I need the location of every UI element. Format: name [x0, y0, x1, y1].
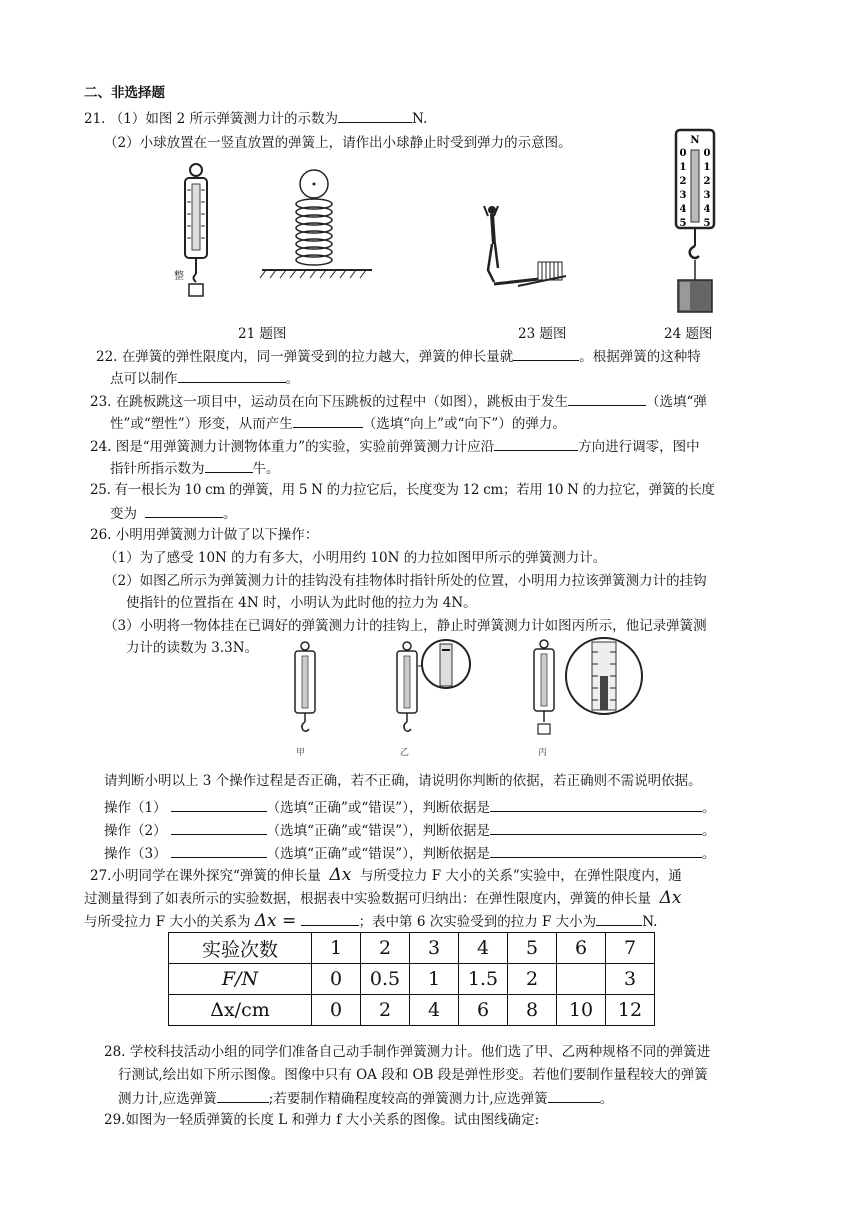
table-cell: 12 [606, 995, 655, 1026]
fig24-top-label: N [690, 135, 700, 146]
table-row [169, 933, 655, 964]
table-cell: 1 [410, 964, 459, 995]
q24-line1: 24. 图是“用弹簧测力计测物体重力”的实验，实验前弹簧测力计应沿 方向进行调零，图中 [90, 436, 700, 456]
q24-line2: 指针所指示数为 牛。 [110, 458, 280, 478]
table-header: Δx/cm [169, 995, 312, 1026]
q26-row-1: 操作（1） （选填“正确”或“错误”），判断依据是 。 [104, 797, 715, 817]
table-cell: 10 [557, 995, 606, 1026]
q26-row-3: 操作（3） （选填“正确”或“错误”），判断依据是 。 [104, 843, 715, 863]
q26-row-2: 操作（2） （选填“正确”或“错误”），判断依据是 。 [104, 820, 715, 840]
fig24-right-tick: 3 [703, 190, 711, 201]
q25-blank[interactable] [145, 503, 223, 518]
table-cell: 2 [361, 995, 410, 1026]
fig24-left-tick: 1 [679, 162, 687, 173]
q28-line2: 行测试,绘出如下所示图像。图像中只有 OA 段和 OB 段是弹性形变。若他们要制作量程较大的弹簧 [118, 1067, 708, 1083]
q22-blank-2[interactable] [178, 368, 286, 383]
fig24-right-tick: 1 [703, 162, 711, 173]
fig24-right-tick: 0 [703, 148, 711, 159]
q26-row3-reason-blank[interactable] [490, 843, 702, 858]
table-header: 实验次数 [169, 933, 312, 964]
q26-op3-line1: （3）小明将一物体挂在已调好的弹簧测力计的挂钩上，静止时弹簧测力计如图丙所示，他记录弹簧测 [104, 618, 707, 634]
q26-op3-line2: 力计的读数为 3.3N。 [126, 640, 259, 656]
fig24-left-tick: 3 [679, 190, 687, 201]
q23-line1: 23. 在跳板跳这一项目中，运动员在向下压跳板的过程中（如图），跳板由于发生 （选填“弹 [90, 391, 707, 411]
fig24-left-tick: 5 [679, 218, 687, 229]
caption-fig23: 23 题图 [518, 326, 567, 342]
fig24-left-tick: 4 [679, 204, 687, 215]
q26-op2-line2: 使指针的位置指在 4N 时，小明认为此时他的拉力为 4N。 [126, 595, 477, 611]
caption-fig24: 24 题图 [664, 326, 713, 342]
table-cell: 7 [606, 933, 655, 964]
q26-row3-choice-blank[interactable] [171, 843, 267, 858]
q22-blank-1[interactable] [513, 346, 579, 361]
q22-line1: 22. 在弹簧的弹性限度内，同一弹簧受到的拉力越大，弹簧的伸长量就 。根据弹簧的这种特 [96, 346, 701, 366]
table-cell: 1 [312, 933, 361, 964]
q27-line2: 过测量得到了如表所示的实验数据，根据表中实验数据可归纳出：在弹性限度内，弹簧的伸长量 Δx [84, 888, 682, 908]
q26-row2-choice-blank[interactable] [171, 820, 267, 835]
q26-row1-reason-blank[interactable] [490, 797, 702, 812]
table-cell: 6 [557, 933, 606, 964]
fig26-yi-scale [392, 636, 472, 740]
q25-line2: 变为 。 [110, 503, 237, 523]
q24-blank-1[interactable] [494, 436, 578, 451]
q26-op2-line1: （2）如图乙所示为弹簧测力计的挂钩没有挂物体时指针所处的位置，小明用力拉该弹簧测力计的挂钩 [104, 573, 707, 589]
fig24-right-tick: 2 [703, 176, 711, 187]
q27-blank-force[interactable] [596, 911, 642, 926]
table-cell: 5 [508, 933, 557, 964]
fig26-label-jia: 甲 [296, 748, 306, 758]
q21-part2: （2）小球放置在一竖直放置的弹簧上，请作出小球静止时受到弹力的示意图。 [104, 135, 572, 151]
q27-data-table [168, 932, 655, 1026]
q24-blank-2[interactable] [205, 458, 253, 473]
table-cell: 4 [459, 933, 508, 964]
table-cell: 3 [410, 933, 459, 964]
fig26-label-bing: 丙 [538, 748, 548, 758]
table-cell: 4 [410, 995, 459, 1026]
fig24-left-tick: 0 [679, 148, 687, 159]
q28-blank-2[interactable] [548, 1088, 600, 1103]
fig26-bing-scale [528, 636, 644, 746]
table-cell: 0.5 [361, 964, 410, 995]
q26-row1-choice-blank[interactable] [171, 797, 267, 812]
fig24-left-tick: 2 [679, 176, 687, 187]
table-row [169, 964, 655, 995]
q28-blank-1[interactable] [217, 1088, 269, 1103]
q28-line1: 28. 学校科技活动小组的同学们准备自己动手制作弹簧测力计。他们选了甲、乙两种规格不同的弹簧进 [104, 1044, 711, 1060]
q26-op1: （1）为了感受 10N 的力有多大，小明用约 10N 的力拉如图甲所示的弹簧测力计。 [104, 550, 607, 566]
table-cell: 0 [312, 995, 361, 1026]
fig21-gauge-label: 整 [174, 271, 184, 282]
q29-line1: 29.如图为一轻质弹簧的长度 L 和弹力 f 大小关系的图像。试由图线确定: [104, 1112, 540, 1128]
table-cell: 2 [508, 964, 557, 995]
table-cell: 6 [459, 995, 508, 1026]
caption-fig21: 21 题图 [238, 326, 287, 342]
fig24-spring-scale [666, 128, 726, 318]
q21-answer-blank[interactable] [338, 108, 412, 123]
section-title: 二、非选择题 [84, 85, 165, 101]
q23-blank-2[interactable] [293, 413, 363, 428]
table-header: F/N [169, 964, 312, 995]
q27-blank-eq[interactable] [301, 911, 359, 926]
table-cell: 8 [508, 995, 557, 1026]
q26-intro: 26. 小明用弹簧测力计做了以下操作： [90, 527, 319, 543]
fig24-right-tick: 5 [703, 218, 711, 229]
table-cell[interactable] [557, 964, 606, 995]
q23-blank-1[interactable] [568, 391, 646, 406]
table-cell: 0 [312, 964, 361, 995]
q25-line1: 25. 有一根长为 10 cm 的弹簧，用 5 N 的力拉它后，长度变为 12 cm；若用 10 N 的力拉它，弹簧的长度 [90, 482, 715, 498]
fig21-ball-on-spring [258, 168, 376, 280]
q27-line3: 与所受拉力 F 大小的关系为 Δx = ；表中第 6 次实验受到的拉力 F 大小为 N. [84, 911, 658, 931]
fig23-diving-board [478, 204, 568, 294]
table-cell: 2 [361, 933, 410, 964]
q28-line3: 测力计,应选弹簧 ;若要制作精确程度较高的弹簧测力计,应选弹簧 。 [118, 1088, 613, 1108]
q26-row2-reason-blank[interactable] [490, 820, 702, 835]
table-cell: 3 [606, 964, 655, 995]
q23-line2: 性”或“塑性”）形变，从而产生 （选填“向上”或“向下”）的弹力。 [110, 413, 566, 433]
fig24-right-tick: 4 [703, 204, 711, 215]
q21-part1: 21. （1）如图 2 所示弹簧测力计的示数为 N. [84, 108, 427, 128]
q27-line1: 27.小明同学在课外探究“弹簧的伸长量 Δx 与所受拉力 F 大小的关系”实验中，在弹性限度内，通 [90, 865, 682, 885]
table-row [169, 995, 655, 1026]
fig26-label-yi: 乙 [400, 748, 410, 758]
q22-line2: 点可以制作 。 [110, 368, 299, 388]
q26-judge-prompt: 请判断小明以上 3 个操作过程是否正确，若不正确，请说明你判断的依据，若正确则不需说明依据。 [104, 773, 702, 789]
table-cell: 1.5 [459, 964, 508, 995]
fig26-jia-scale [290, 640, 320, 740]
